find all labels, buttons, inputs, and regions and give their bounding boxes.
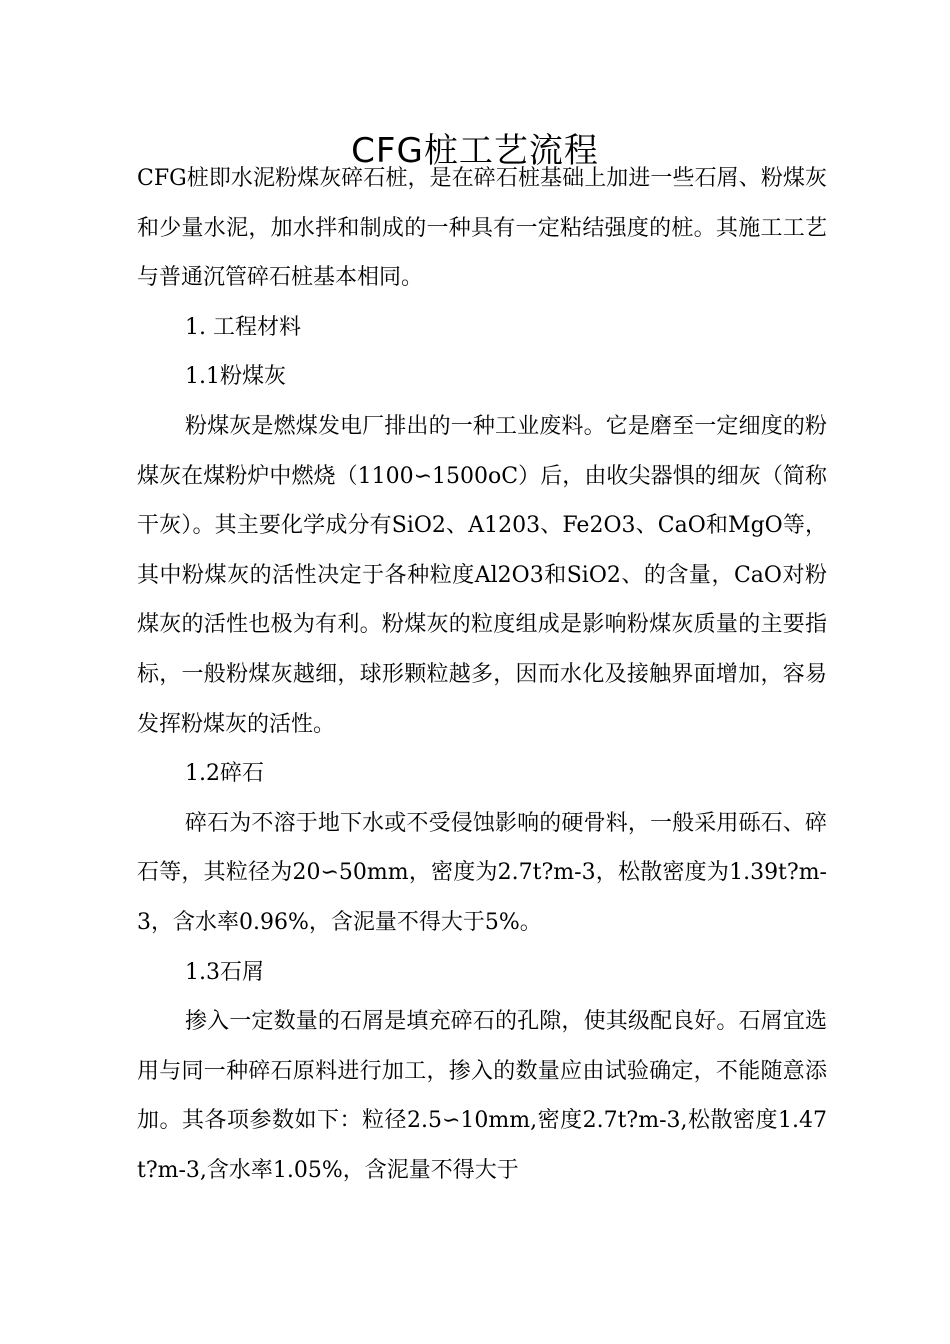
section-heading-stone-chips: 1.3石屑 — [185, 959, 264, 985]
section-heading-crushed-stone: 1.2碎石 — [185, 761, 264, 787]
intro-paragraph: CFG桩即水泥粉煤灰碎石桩，是在碎石桩基础上加进一些石屑、粉煤灰和少量水泥，加水拌和制成的一种具有一定粘结强度的桩。其施工工艺与普通沉管碎石桩基本相同。 — [137, 166, 827, 291]
fly-ash-paragraph: 粉煤灰是燃煤发电厂排出的一种工业废料。它是磨至一定细度的粉煤灰在煤粉炉中燃烧（1100∽1500oC）后，由收尖器惧的细灰（简称干灰）。其主要化学成分有SiO2、A1203、Fe2O3、CaO和MgO等，其中粉煤灰的活性决定于各种粒度Al2O3和SiO2、的含量，CaO对粉煤灰的活性也极为有利。粉煤灰的粒度组成是影响粉煤灰质量的主要指标，一般粉煤灰越细，球形颗粒越多，因而水化及接触界面增加，容易发挥粉煤灰的活性。 — [137, 413, 827, 737]
section-heading-fly-ash: 1.1粉煤灰 — [185, 364, 286, 390]
crushed-stone-paragraph: 碎石为不溶于地下水或不受侵蚀影响的硬骨料，一般采用砾石、碎石等，其粒径为20∽50mm，密度为2.7t?m-3，松散密度为1.39t?m-3，含水率0.96%，含泥量不得大于5%。 — [137, 810, 827, 935]
section-heading-materials: 1. 工程材料 — [185, 314, 301, 340]
document-title: CFG桩工艺流程 — [351, 130, 599, 171]
stone-chips-paragraph: 掺入一定数量的石屑是填充碎石的孔隙，使其级配良好。石屑宜选用与同一种碎石原料进行加工，掺入的数量应由试验确定，不能随意添加。其各项参数如下：粒径2.5∽10mm,密度2.7t?m-3,松散密度1.47t?m-3,含水率1.05%，含泥量不得大于 — [137, 1009, 827, 1183]
document-body — [137, 154, 827, 1195]
